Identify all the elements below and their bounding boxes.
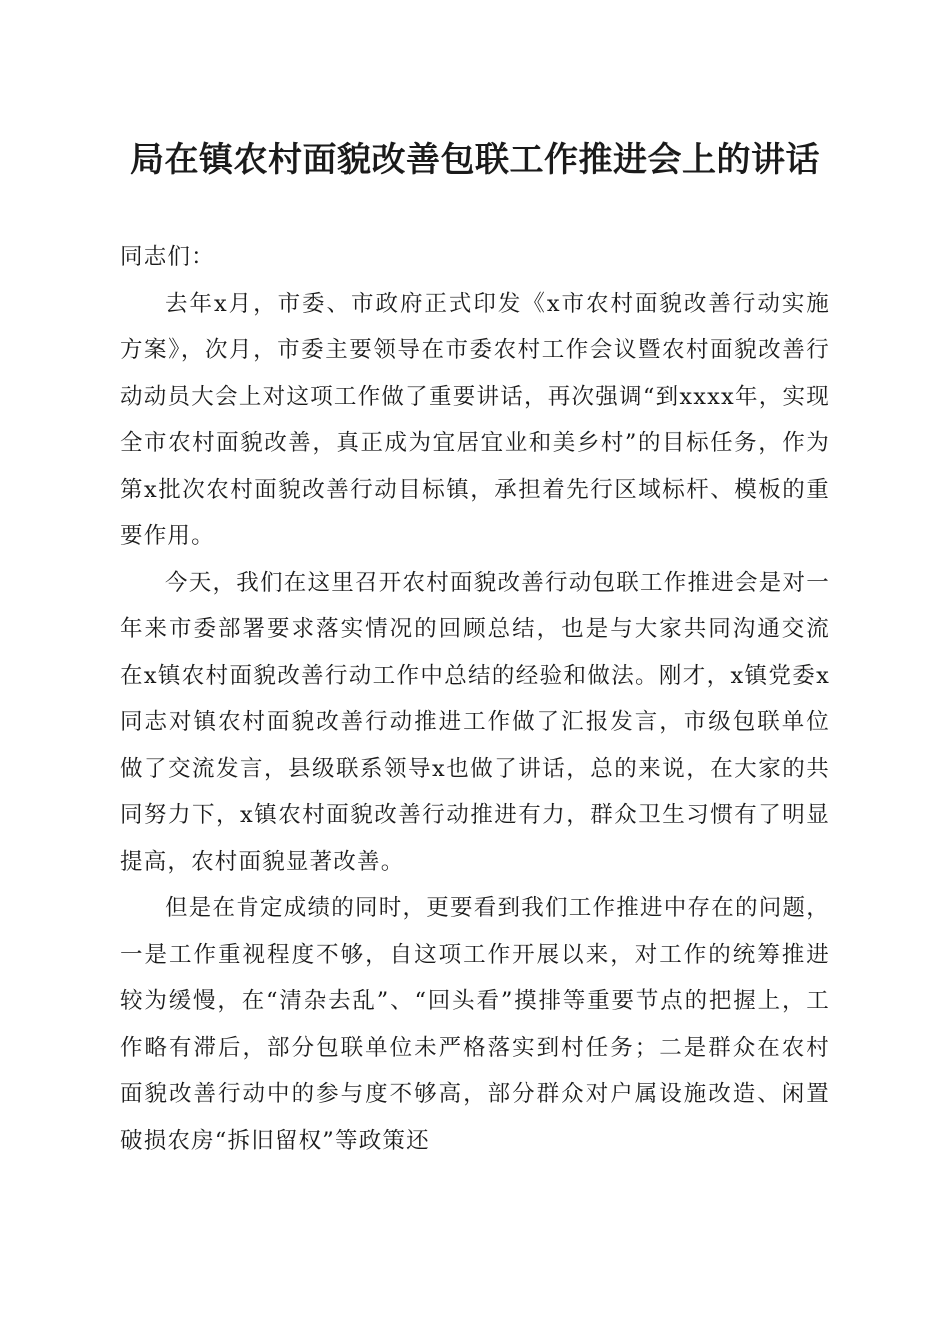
paragraph-2: 今天，我们在这里召开农村面貌改善行动包联工作推进会是对一年来市委部署要求落实情况的回顾总结，也是与大家共同沟通交流在x镇农村面貌改善行动工作中总结的经验和做法。刚才，x镇党委x同志对镇农村面貌改善行动推进工作做了汇报发言，市级包联单位做了交流发言，县级联系领导x也做了讲话，总的来说，在大家的共同努力下，x镇农村面貌改善行动推进有力，群众卫生习惯有了明显提高，农村面貌显著改善。 [120, 569, 830, 875]
paragraph-1: 去年x月，市委、市政府正式印发《x市农村面貌改善行动实施方案》，次月，市委主要领导在市委农村工作会议暨农村面貌改善行动动员大会上对这项工作做了重要讲话，再次强调“到xxxx年，实现全市农村面貌改善，真正成为宜居宜业和美乡村”的目标任务，作为第x批次农村面貌改善行动目标镇，承担着先行区域标杆、模板的重要作用。 [120, 290, 830, 549]
salutation: 同志们： [120, 244, 215, 270]
document-body [120, 234, 830, 1164]
document-title: 局在镇农村面貌改善包联工作推进会上的讲话 [130, 140, 820, 180]
paragraph-3: 但是在肯定成绩的同时，更要看到我们工作推进中存在的问题，一是工作重视程度不够，自这项工作开展以来，对工作的统筹推进较为缓慢，在“清杂去乱”、“回头看”摸排等重要节点的把握上，工作略有滞后，部分包联单位未严格落实到村任务；二是群众在农村面貌改善行动中的参与度不够高，部分群众对户属设施改造、闲置破损农房“拆旧留权”等政策还 [120, 895, 830, 1154]
